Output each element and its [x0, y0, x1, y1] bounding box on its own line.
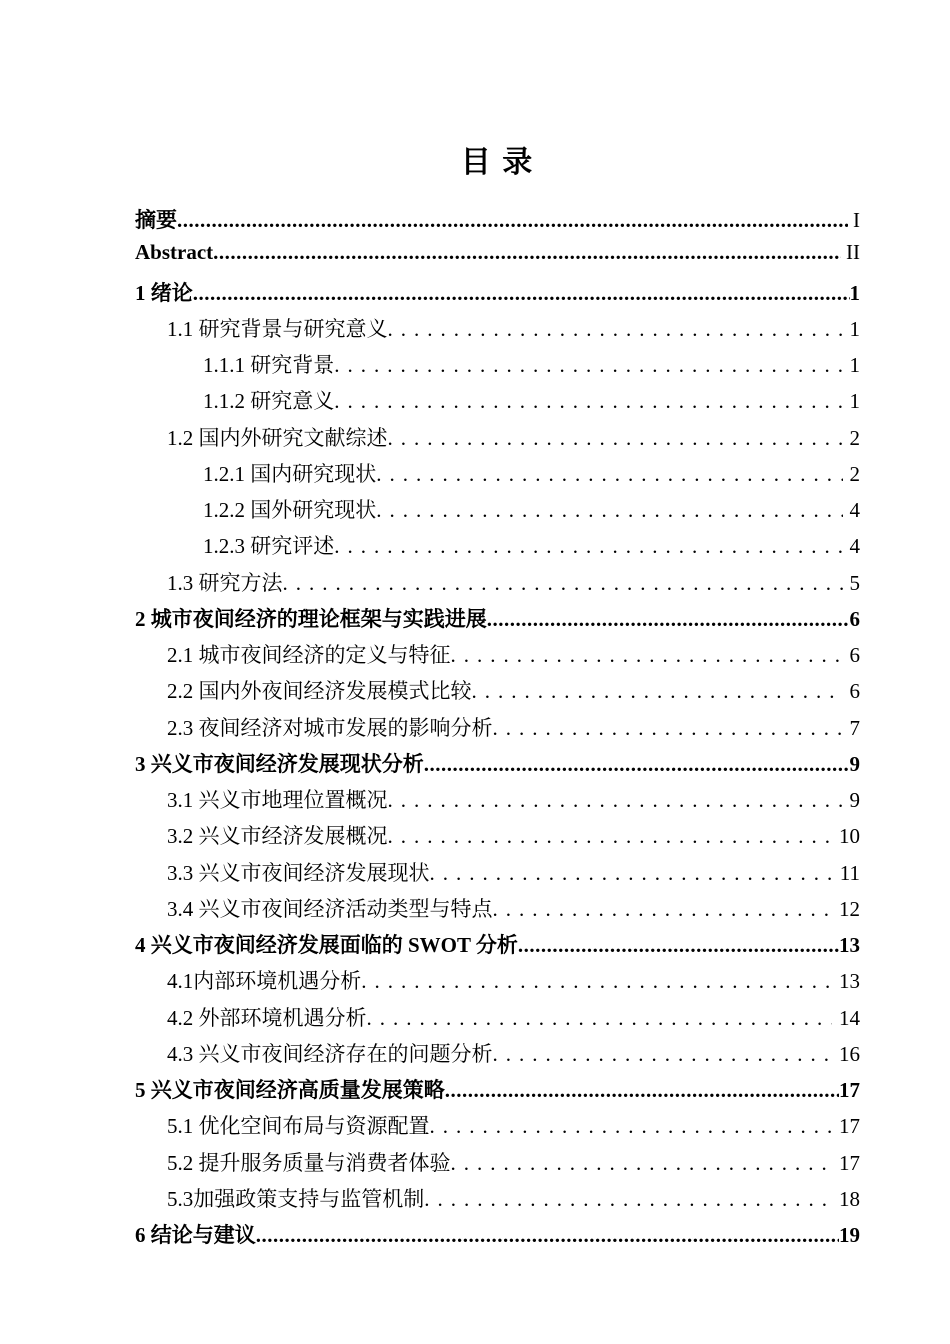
- toc-entry-label: 2.1 城市夜间经济的定义与特征: [167, 643, 451, 668]
- toc-entry-label: 1.1.1 研究背景: [203, 353, 335, 378]
- toc-page-number: 6: [849, 643, 860, 668]
- toc-entry[interactable]: [135, 857, 860, 893]
- toc-entry[interactable]: [135, 603, 860, 639]
- dot-leader: [388, 426, 843, 451]
- toc-page-number: 2: [849, 425, 860, 450]
- toc-page-number: 1: [849, 280, 860, 305]
- toc-title: 目 录: [460, 146, 535, 180]
- toc-entry-label: 1.2.1 国内研究现状: [203, 461, 377, 486]
- toc-entry-label: Abstract: [135, 240, 214, 265]
- toc-entry-label: 摘要: [135, 208, 177, 233]
- toc-entry[interactable]: [135, 422, 860, 458]
- toc-page-number: 14: [839, 1005, 860, 1030]
- toc-entry[interactable]: [135, 748, 860, 784]
- toc-entry-label: 2.2 国内外夜间经济发展模式比较: [167, 679, 472, 704]
- toc-page-number: 6: [849, 606, 860, 631]
- toc-entry-label: 3.2 兴义市经济发展概况: [167, 824, 388, 849]
- toc-entry-label: 1.2 国内外研究文献综述: [167, 425, 388, 450]
- toc-entry[interactable]: [135, 1219, 860, 1255]
- toc-entry[interactable]: [135, 1002, 860, 1038]
- toc-entry-label: 6 结论与建议: [135, 1223, 256, 1248]
- toc-page-number: 17: [839, 1150, 860, 1175]
- dot-leader: [376, 498, 842, 523]
- toc-entry[interactable]: [135, 349, 860, 385]
- toc-entry[interactable]: [135, 1110, 860, 1146]
- toc-page-number: 9: [849, 751, 860, 776]
- toc-page-number: 11: [839, 860, 860, 885]
- toc-entry-label: 1 绪论: [135, 280, 193, 305]
- toc-entry-label: 5.2 提升服务质量与消费者体验: [167, 1150, 451, 1175]
- toc-page-number: 10: [839, 824, 860, 849]
- toc-page-number: 7: [849, 715, 860, 740]
- dot-leader: [334, 353, 842, 378]
- toc-entry[interactable]: [135, 530, 860, 566]
- dot-leader: [388, 317, 843, 342]
- toc-entry-label: 4.2 外部环境机遇分析: [167, 1005, 367, 1030]
- toc-entry-label: 4 兴义市夜间经济发展面临的 SWOT 分析: [135, 933, 518, 958]
- toc-entry[interactable]: [135, 639, 860, 675]
- dot-leader: [430, 1114, 833, 1139]
- toc-page-number: 4: [849, 498, 860, 523]
- toc-entry-label: 5.3加强政策支持与监管机制: [167, 1186, 425, 1211]
- toc-entry[interactable]: [135, 784, 860, 820]
- toc-entry[interactable]: [135, 277, 860, 313]
- dot-leader: [334, 534, 842, 559]
- toc-entry[interactable]: [135, 1147, 860, 1183]
- toc-page-number: II: [846, 240, 860, 265]
- toc-entry-label: 1.1.2 研究意义: [203, 389, 335, 414]
- dot-leader: [256, 1223, 839, 1248]
- toc-page-number: 13: [839, 969, 860, 994]
- toc-page-number: 1: [849, 389, 860, 414]
- toc-page-number: 13: [839, 933, 860, 958]
- toc-page-number: 6: [849, 679, 860, 704]
- toc-entry[interactable]: [135, 1074, 860, 1110]
- toc-page-number: 5: [849, 570, 860, 595]
- toc-entry-label: 2 城市夜间经济的理论框架与实践进展: [135, 606, 487, 631]
- toc-list: [135, 204, 860, 1255]
- toc-page-number: 16: [839, 1041, 860, 1066]
- toc-entry[interactable]: [135, 675, 860, 711]
- toc-entry[interactable]: [135, 929, 860, 965]
- toc-page-number: 4: [849, 534, 860, 559]
- dot-leader: [177, 208, 848, 233]
- dot-leader: [493, 897, 833, 922]
- toc-entry-label: 5 兴义市夜间经济高质量发展策略: [135, 1078, 445, 1103]
- dot-leader: [472, 679, 843, 704]
- dot-leader: [361, 969, 832, 994]
- toc-entry-label: 1.2.3 研究评述: [203, 534, 335, 559]
- dot-leader: [451, 643, 843, 668]
- toc-entry[interactable]: [135, 893, 860, 929]
- toc-page-number: 18: [839, 1186, 860, 1211]
- dot-leader: [376, 462, 842, 487]
- dot-leader: [493, 1042, 833, 1067]
- toc-entry[interactable]: [135, 567, 860, 603]
- toc-entry-label: 4.3 兴义市夜间经济存在的问题分析: [167, 1041, 493, 1066]
- toc-entry[interactable]: [135, 712, 860, 748]
- dot-leader: [445, 1078, 839, 1103]
- toc-entry[interactable]: [135, 385, 860, 421]
- dot-leader: [193, 281, 850, 306]
- toc-entry[interactable]: [135, 965, 860, 1001]
- toc-entry-label: 1.2.2 国外研究现状: [203, 498, 377, 523]
- toc-page-number: 19: [839, 1223, 860, 1248]
- dot-leader: [213, 240, 841, 265]
- toc-entry[interactable]: [135, 458, 860, 494]
- dot-leader: [367, 1006, 833, 1031]
- toc-entry[interactable]: [135, 1183, 860, 1219]
- toc-entry[interactable]: [135, 494, 860, 530]
- toc-entry[interactable]: [135, 204, 860, 240]
- toc-entry[interactable]: [135, 820, 860, 856]
- dot-leader: [424, 1187, 832, 1212]
- dot-leader: [334, 389, 842, 414]
- toc-page-number: 2: [849, 461, 860, 486]
- toc-entry-label: 3.3 兴义市夜间经济发展现状: [167, 860, 430, 885]
- toc-entry-label: 3.1 兴义市地理位置概况: [167, 788, 388, 813]
- toc-entry[interactable]: [135, 1038, 860, 1074]
- dot-leader: [493, 716, 843, 741]
- toc-entry-label: 3 兴义市夜间经济发展现状分析: [135, 751, 424, 776]
- toc-page-number: 9: [849, 788, 860, 813]
- toc-entry-label: 4.1内部环境机遇分析: [167, 969, 362, 994]
- toc-entry-label: 1.1 研究背景与研究意义: [167, 316, 388, 341]
- toc-page-number: 12: [839, 896, 860, 921]
- dot-leader: [451, 1151, 833, 1176]
- dot-leader: [518, 933, 839, 958]
- dot-leader: [388, 824, 833, 849]
- toc-entry[interactable]: [135, 313, 860, 349]
- dot-leader: [424, 752, 850, 777]
- toc-page-number: 17: [839, 1114, 860, 1139]
- toc-entry[interactable]: [135, 240, 860, 276]
- dot-leader: [487, 607, 850, 632]
- dot-leader: [388, 788, 843, 813]
- toc-entry-label: 3.4 兴义市夜间经济活动类型与特点: [167, 896, 493, 921]
- toc-page-number: 17: [839, 1078, 860, 1103]
- dot-leader: [430, 861, 833, 886]
- toc-page-number: I: [853, 208, 860, 233]
- toc-page-number: 1: [849, 316, 860, 341]
- toc-page-number: 1: [849, 353, 860, 378]
- toc-entry-label: 2.3 夜间经济对城市发展的影响分析: [167, 715, 493, 740]
- toc-entry-label: 1.3 研究方法: [167, 570, 283, 595]
- toc-entry-label: 5.1 优化空间布局与资源配置: [167, 1114, 430, 1139]
- dot-leader: [283, 571, 843, 596]
